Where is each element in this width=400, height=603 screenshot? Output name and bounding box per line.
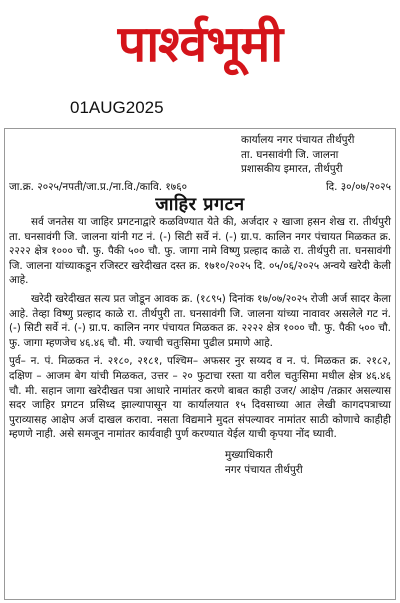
signature-block <box>225 448 391 478</box>
signatory-title: मुख्याधिकारी <box>225 448 273 461</box>
reference-number: जा.क्र. २०२५/नपती/जा.प्र./ना.वि./कावि. १७६० <box>9 180 187 193</box>
office-line: प्रशासकीय इमारत, तीर्थपुरी <box>241 163 343 176</box>
reference-line <box>9 180 391 195</box>
notice-paragraph: खरेदी खरेदीखत सत्य प्रत जोडून आवक क्र. (१८९५) दिनांक १७/०७/२०२५ रोजी अर्ज सादर केला आहे. तेव्हा विष्णु प्रल्हाद काळे रा. तीर्थपुरी ता. घनसावंगी जि. जालना यांच्या नावावर असलेले गट नं. (-) सिटी सर्वे नं. (-) ग्रा.प. कालिन नगर पंचायत मिळकत क्र. २२२२ क्षेत्र १००० चौ. फु. पैकी ५०० चौ. फु. जागा म्हणजेच ४६.४६ चौ. मी. ज्याची चतुःसिमा पुढील प्रमाणे आहे. <box>9 292 391 349</box>
notice-paragraph: पुर्व– न. पं. मिळकत नं. २१८०, २१८१, पश्चिम– अफसर नुर सय्यद व न. पं. मिळकत क्र. २१८२, दक्षिण – आजम बेग यांची मिळकत, उत्तर – २० फुटाचा रस्ता या वरील चतुःसिमा मधील क्षेत्र ४६.४६ चौ. मी. सहान जागा खरेदीखत पत्रा आधारे नामांतर करणे बाबत काही उजर/ आक्षेप /तक्रार असल्यास सदर जाहिर प्रगटन प्रसिध्द झाल्यापासून या कार्यालयात १५ दिवसाच्या आत लेखी कागदपत्राच्या पुराव्यासह आक्षेप अर्ज दाखल करावा. नसता विद्यमाने मुदत संपल्यावर नामांतर साठी कोणाचे काहीही म्हणणे नाही. असे समजून नामांतर कार्यवाही पुर्ण करण्यात येईल याची कृपया नोंद घ्यावी. <box>9 355 391 441</box>
notice-heading: जाहिर प्रगटन <box>155 194 245 216</box>
office-line: कार्यालय नगर पंचायत तीर्थपुरी <box>241 134 355 146</box>
newspaper-logo: पार्श्वभूमी <box>117 15 283 73</box>
newspaper-masthead <box>50 8 350 80</box>
signatory-office: नगर पंचायत तीर्थपुरी <box>225 463 303 476</box>
reference-date: दि. ३०/०७/२०२५ <box>325 180 391 193</box>
publication-date: 01AUG2025 <box>70 98 164 117</box>
notice-paragraph: सर्व जनतेस या जाहिर प्रगटनाद्वारे कळविण्यात येते की, अर्जदार २ खाजा हसन शेख रा. तीर्थपुरी ता. घनसावंगी जि. जालना यांनी गट नं. (-) सिटी सर्वे नं. (-) ग्रा.प. कालिन नगर पंचायत मिळकत क्र. २२२२ क्षेत्र १००० चौ. फु. पैकी ५०० चौ. फु. जागा नामे विष्णु प्रल्हाद काळे रा. तीर्थपुरी ता. घनसावंगी जि. जालना यांच्याकडून रजिस्टर खरेदीखत दस्त क्र. १७१०/२०२५ दि. ०५/०६/२०२५ अन्वये खरेदी केली आहे. <box>9 215 391 287</box>
office-line: ता. घनसावंगी जि. जालना <box>241 148 339 161</box>
public-notice <box>4 128 396 600</box>
issuing-office <box>241 133 391 177</box>
